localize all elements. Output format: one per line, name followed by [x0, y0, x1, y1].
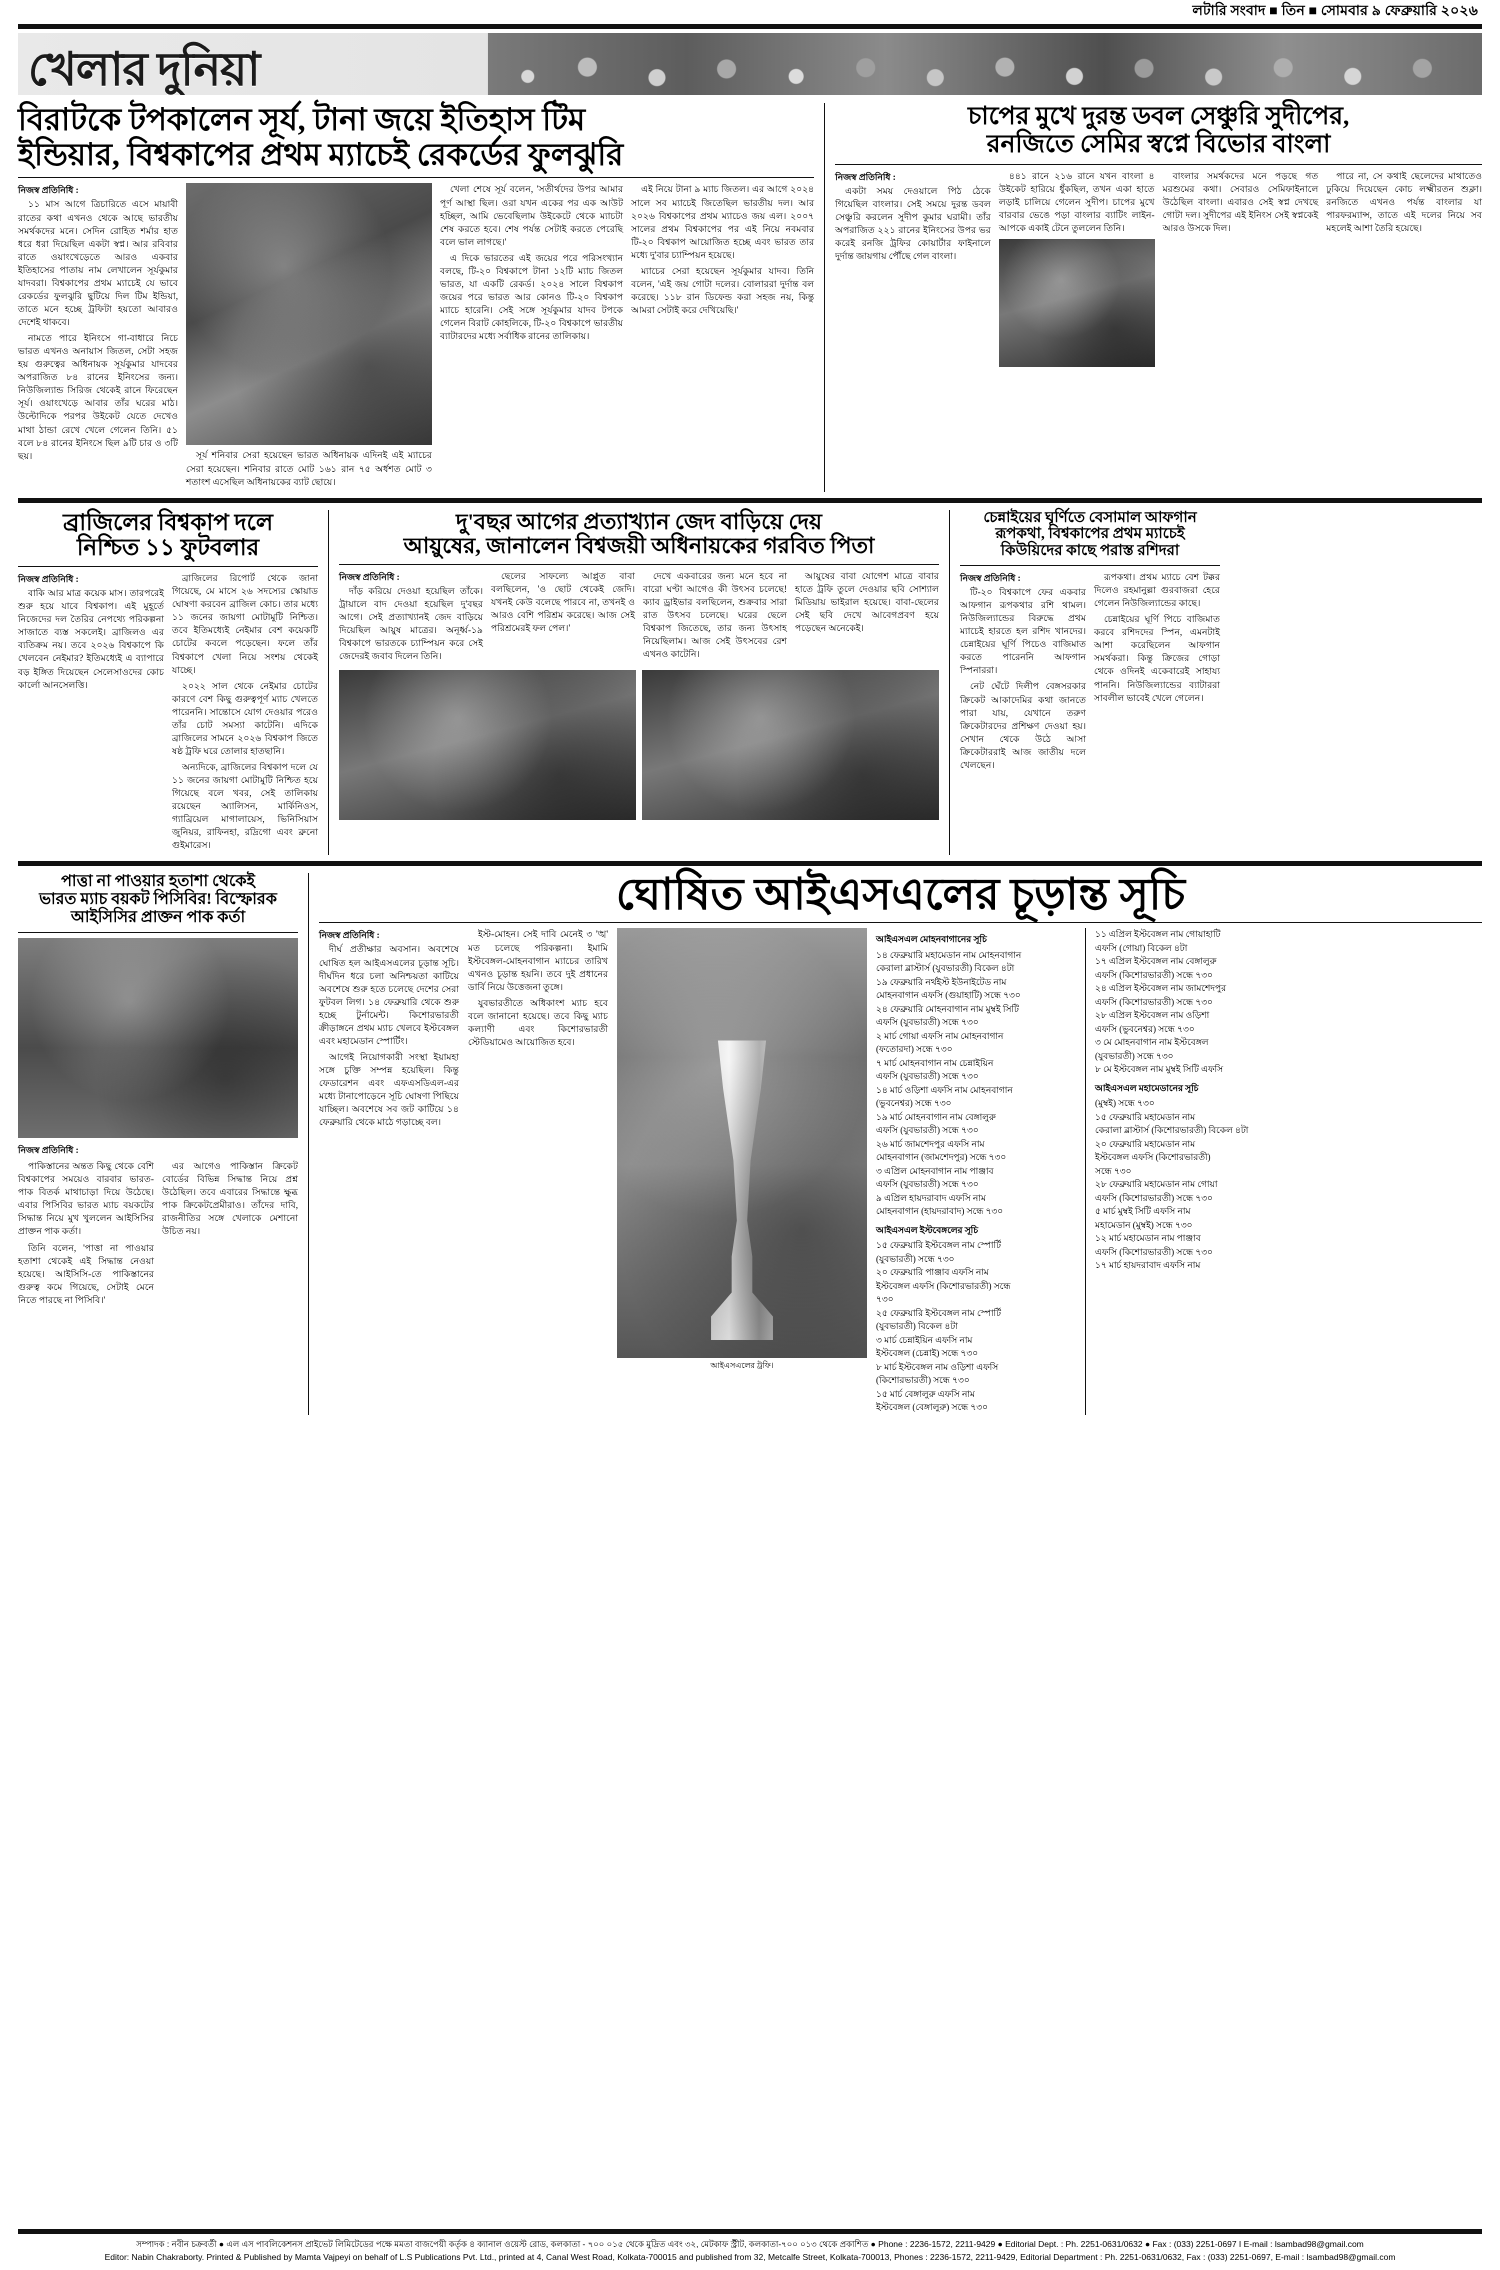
list-item: ২ মার্চ গোয়া এফসি নাম মোহনবাগান [876, 1030, 1004, 1041]
isl-photo-caption: আইএসএলের ট্রফি। [710, 1361, 774, 1371]
list-item: ইস্টবেঙ্গল (চেন্নাই) সন্ধে ৭৩০ [876, 1348, 979, 1359]
list-item: কেরালা ব্লাস্টার্স (যুবভারতী) বিকেল ৪টা [876, 963, 1015, 974]
list-item: ২০ ফেব্রুয়ারি পাঞ্জাব এফসি নাম [876, 1267, 989, 1278]
icc-headline-line3: আইসিসির প্রাক্তন পাক কর্তা [70, 909, 246, 927]
list-item: এফসি (কিশোরভারতী) সন্ধে ৭৩০ [1095, 1192, 1213, 1203]
ayush-col1-text: দাঁড় করিয়ে দেওয়া হয়েছিল তাঁকে। ট্রায়ালে বাদ দেওয়া হয়েছিল দু'বছর আগে। সেই প্রত্যাখ্যানই জেদ বাড়িয়ে দিয়েছিল আয়ুষ মাত্রের। অনূর্ধ্ব-১৯ বিশ্বকাপে ভারতকে চ্যাম্পিয়ন করে সেই জেদেরই জবাব দিলেন তিনি। [339, 585, 483, 662]
icc-col1-text: পাকিস্তানের অন্তত কিছু থেকে বেশি বিশ্বকাপের সময়েও বারবার ভারত-পাক বিতর্ক মাথাচাড়া দিয়ে উঠেছে। এবার পিসিবির ভারত ম্যাচ বয়কটের সিদ্ধান্ত নিয়ে মুখ খুললেন আইসিসির প্রাক্তন পাক কর্তা। তিনি বলেন, 'পাত্তা না পাওয়ার হতাশা থেকেই এই সিদ্ধান্ত নেওয়া হয়েছে। আইসিসি-তে পাকিস্তানের গুরুত্ব কমে গিয়েছে, সেটাই মেনে নিতে পারছে না পিসিবি।' [18, 1161, 154, 1305]
lead-photo-caption: সূর্য শনিবার সেরা হয়েছেন ভারত অধিনায়ক এদিনই এই ম্যাচের সেরা হয়েছেন। শনিবার রাতে মোট ১৬১ রান ৭৫ অর্ধশত মোট ৩ শতাংশ এসেছিল অধিনায়কের ব্যাট ছোয়ে। [186, 450, 432, 487]
ayush-father-photo [339, 670, 636, 820]
masthead-title: খেলার দুনিয়া [28, 44, 260, 95]
list-item: ১২ মার্চ মহামেডান নাম পাঞ্জাব [1095, 1233, 1201, 1244]
isl-fixture-list-ebfc [876, 1239, 1076, 1415]
second-body-columns [835, 170, 1482, 367]
icc-col-1 [18, 1160, 154, 1310]
list-item: ২৮ ফেব্রুয়ারি মহামেডান নাম গোয়া [1095, 1179, 1218, 1190]
list-item: মোহনবাগান এফসি (গুয়াহাটি) সন্ধে ৭৩০ [876, 990, 1021, 1001]
ayush-divider [339, 564, 939, 565]
list-item: ১৫ ফেব্রুয়ারি মহামেডান নাম [1095, 1111, 1196, 1122]
lead-story [18, 103, 814, 492]
ayush-col-4 [795, 570, 939, 666]
isl-col-2 [468, 928, 608, 1415]
list-item: ১৯ ফেব্রুয়ারি নর্থইস্ট ইউনাইটেড নাম [876, 976, 1007, 987]
list-item: ৯ এপ্রিল হায়দরাবাদ এফসি নাম [876, 1192, 986, 1203]
afghan-col-1 [960, 571, 1086, 775]
list-item: এফসি (কিশোরভারতী) সন্ধে ৭৩০ [1095, 969, 1213, 980]
isl-story [308, 870, 1482, 1415]
ayush-headline-line1: দু'বছর আগের প্রত্যাখ্যান জেদ বাড়িয়ে দেয় [456, 508, 822, 534]
list-item: ১৪ মার্চ ওড়িশা এফসি নাম মোহনবাগান [876, 1084, 1013, 1095]
second-divider [835, 164, 1482, 165]
isl-fixtures-column-b [1085, 928, 1295, 1415]
footer [18, 2229, 1482, 2264]
lead-col1-text: ১১ মাস আগে ত্রিচারিতে এসে মায়াবী রাতের কথা এখনও থেকে আছে ভারতীয় সমর্থকদের মনে। সেদিন রোহিত শর্মার হাত ধরে ধরা দিয়েছিল একটা স্বপ্ন। আর রবিবার রাতে ওয়াংখেড়েতে আরও একবার ইতিহাসের পাতায় নাম লেখালেন সূর্যকুমার যাদবরা। বিশ্বকাপের প্রথম ম্যাচেই যে ভাবে রেকর্ডের ফুলঝুরি ছুটিয়ে দিল টিম ইন্ডিয়া, তাতে মনে হচ্ছে ট্রফিটা হয়তো আবারও দেশেই থাকবে। নামতে পারে ইনিংসে গা-বাধারে নিচে ভারত এখনও অনায়াস জিতল, সেটা সহজ হয় গুরুত্বের অধিনায়ক সূর্যকুমার যাদবের অপরাজিত ৮৪ রানের ইনিংসের জন্য। নিউজিল্যান্ড সিরিজ থেকেই রানে ফিরেছেন সূর্য। ওয়াংখেড়ে আবার তাঁর ঘরের মাঠ। উল্টোদিকে পরপর উইকেট যেতে দেখেও মাথা ঠান্ডা রেখে খেলে গেলেন তিনি। ৫১ বলে ৮৪ রানের ইনিংসে ছিল ৯টি চার ও ৩টি ছয়। [18, 199, 178, 461]
brazil-divider [18, 566, 318, 567]
top-rail [18, 0, 1482, 22]
lead-headline-line1: বিরাটকে টপকালেন সূর্য, টানা জয়ে ইতিহাস টিম [18, 102, 586, 137]
brazil-story [18, 510, 318, 856]
isl-headline: ঘোষিত আইএসএলের চূড়ান্ত সূচি [615, 870, 1186, 920]
section-lead [18, 103, 1482, 492]
ayush-story [328, 510, 939, 856]
icc-byline: নিজস্ব প্রতিনিধি : [18, 1145, 79, 1156]
list-item: ২৪ ফেব্রুয়ারি মোহনবাগান নাম মুম্বই সিটি [876, 1003, 1019, 1014]
lead-col-2 [440, 183, 623, 491]
second-col4-text: পারে না, সে কথাই ছেলেদের মাথাতেও ঢুকিয়ে দিয়েছেন কোচ লক্ষ্মীরতন শুক্লা। রনজিতে এখনও পর্যন্ত বাংলার যা পারফরম্যান্স, তাতে এই দলের নিয়ে সব মহলেই আশা তৈরি হয়েছে। [1326, 171, 1483, 234]
list-item: কেরালা ব্লাস্টার্স (কিশোরভারতী) বিকেল ৪টা [1095, 1125, 1249, 1136]
lead-body-columns [18, 183, 814, 491]
brazil-col2-text: ব্রাজিলের রিপোর্ট থেকে জানা গিয়েছে, মে মাসে ২৬ সদস্যের স্কোয়াড ঘোষণা করবেন ব্রাজিল কোচ। তার মধ্যে ১১ জনের জায়গা মোটামুটি নিশ্চিত। তবে ইতিমধ্যেই নেইমার বেশ কয়েকটি চোটের কবলে পড়েছেন। ফলে তাঁর বিশ্বকাপে খেলা নিয়ে সংশয় থেকেই যাচ্ছে। ২০২২ সাল থেকে নেইমার চোটের কারণে বেশ কিছু গুরুত্বপূর্ণ ম্যাচ খেলতে পারেননি। সান্তোসে যোগ দেওয়ার পরেও তাঁর চোট সমস্যা কাটেনি। এদিকে ব্রাজিলের সামনে ২০২৬ বিশ্বকাপ জিতে ষষ্ঠ ট্রফি ঘরে তোলার হাতছানি। অন্যদিকে, ব্রাজিলের বিশ্বকাপ দলে যে ১১ জনের জায়গা মোটামুটি নিশ্চিত হয়ে গিয়েছে বলে খবর, সেই তালিকায় রয়েছেন অ্যালিসন, মার্কিনিওস, গ্যাব্রিয়েল মাগালায়েস, ভিনিসিয়াস জুনিয়র, রাফিনহা, রদ্রিগো এবং ব্রুনো গুইমারেস। [172, 573, 318, 851]
top-rule [18, 24, 1482, 29]
isl-divider [319, 922, 1482, 923]
brazil-col1-text: বাকি আর মাত্র কয়েক মাস। তারপরেই শুরু হয়ে যাবে বিশ্বকাপ। এই মুহূর্তে নিজেদের দল তৈরির নেপথ্যে পরিকল্পনা সাজাতে ব্যস্ত সকলেই। ব্রাজিলও এর ব্যতিক্রম নয়। তবে ২০২৬ বিশ্বকাপে কি খেলবেন নেইমার? ইতিমধ্যেই এ ব্যাপারে বড় ইঙ্গিত দিয়েছেন সেলেসাওদের কোচ কার্লো আনসেলত্তি। [18, 588, 164, 690]
afghan-headline-line2: রূপকথা, বিশ্বকাপের প্রথম ম্যাচেই [995, 526, 1185, 543]
brazil-col-1 [18, 572, 164, 855]
ayush-col-2 [491, 570, 635, 666]
brazil-headline-line2: নিশ্চিত ১১ ফুটবলার [76, 535, 260, 561]
ayush-col4-text: আয়ুষের বাবা যোগেশ মাত্রে বাবার হাতে ট্রফি তুলে দেওয়ার ছবি সোশ্যাল মিডিয়ায় ভাইরাল হয়েছে। বাবা-ছেলের সেই ছবি দেখে আবেগপ্রবণ হয়ে পড়েছেন অনেকেই। [795, 570, 939, 634]
isl-fixtures-column-a [876, 928, 1076, 1415]
icc-story [18, 873, 298, 1415]
ayush-col3-text: দেখে একবারের জন্য মনে হবে না বারো ঘণ্টা আগেও কী উৎসব চলেছে! ক্যাব ড্রাইভার বলছিলেন, শুক্রবার সারা রাত উৎসব চলেছে। ঘরের ছেলে বিশ্বকাপ জিতেছে, তার জন্য উৎসাহ নিয়েছিলাম। আজ সেই উৎসবের রেশ এখনও কাটেনি। [643, 570, 787, 660]
brazil-headline-line1: ব্রাজিলের বিশ্বকাপ দলে [62, 509, 274, 535]
list-item: ২৮ এপ্রিল ইস্টবেঙ্গল নাম ওড়িশা [1095, 1010, 1210, 1021]
list-item: ১১ এপ্রিল ইস্টবেঙ্গল নাম গোয়াহাটি [1095, 929, 1221, 940]
ayush-byline: নিজস্ব প্রতিনিধি : [339, 571, 400, 582]
list-item: ১৫ ফেব্রুয়ারি ইস্টবেঙ্গল নাম স্পোর্টি [876, 1240, 1002, 1251]
icc-columns [18, 1160, 298, 1310]
list-item: ইস্টবেঙ্গল (বেঙ্গালুরু) সন্ধে ৭৩০ [876, 1402, 988, 1413]
second-col2-text: ৪৪১ রানে ২১৬ রানে যখন বাংলা ৪ উইকেট হারিয়ে ধুঁকছিল, তখন একা হাতে লড়াই চালিয়ে গেলেন সুদীপ। চাপের মুখে বারবার ভেঙে পড়া বাংলার ব্যাটিং লাইন-আপকে একাই টেনে তুললেন তিনি। [998, 171, 1155, 234]
ayush-columns [339, 570, 939, 666]
list-item: ৮ মার্চ ইস্টবেঙ্গল নাম ওড়িশা এফসি [876, 1361, 999, 1372]
list-item: ১৪ ফেব্রুয়ারি মহামেডান নাম মোহনবাগান [876, 949, 1022, 960]
brazil-byline: নিজস্ব প্রতিনিধি : [18, 574, 79, 585]
isl-photo-block [617, 928, 867, 1415]
list-item: (ফতোরদা) সন্ধে ৭৩০ [876, 1044, 953, 1055]
afghan-byline: নিজস্ব প্রতিনিধি : [960, 573, 1021, 584]
ayush-col-1 [339, 570, 483, 666]
second-headline-line2: রনজিতে সেমির স্বপ্নে বিভোর বাংলা [986, 131, 1331, 158]
afghan-headline-line3: কিউয়িদের কাছে পরাস্ত রশিদরা [1000, 543, 1180, 560]
list-item: ৫ মার্চ মুম্বই সিটি এফসি নাম [1095, 1206, 1191, 1217]
afghan-divider [960, 565, 1220, 566]
list-item: এফসি (যুবভারতী) সন্ধে ৭৩০ [876, 1125, 979, 1136]
afghan-col-2 [1094, 571, 1220, 775]
icc-col-2 [162, 1160, 298, 1310]
masthead-banner [18, 33, 1482, 95]
list-item: এফসি (গোয়া) বিকেল ৪টা [1095, 942, 1188, 953]
afghan-col2-text: রূপকথা। প্রথম ম্যাচে বেশ টক্কর দিলেও রহমানুল্লা গুরবাজরা হেরে গেলেন নিউজিল্যান্ডের কাছে। চেন্নাইয়ের ঘূর্ণি পিচে বাজিমাত করবে রশিদদের স্পিন, এমনটাই আশা করেছিলেন আফগান সমর্থকরা। কিন্তু ক্রিজের গোড়া থেকে ওদিনই একেবারেই সাহায্য পাননি। নিউজিল্যান্ডের ব্যাটাররা সাবলীল ভাবেই খেলে গেলেন। [1094, 572, 1220, 703]
list-item: ১৭ মার্চ হায়দরাবাদ এফসি নাম [1095, 1260, 1201, 1271]
icc-photo [18, 938, 298, 1138]
ayush-headline-line2: আয়ুষের, জানালেন বিশ্বজয়ী অধিনায়কের গরবিত পিতা [403, 533, 875, 559]
lead-col2-text: খেলা শেষে সূর্য বলেন, 'সতীর্থদের উপর আমার পূর্ণ আস্থা ছিল। ওরা যখন একের পর এক আউট হচ্ছিল, আমি ভেবেছিলাম উইকেটে থেকে ম্যাচটা শেষ করতে হবে। শেষ পর্যন্ত সেটাই করতে পেরেছি বলে ভাল লাগছে।' এ দিকে ভারতের এই জয়ের পরে পরিসংখ্যান বলছে, টি-২০ বিশ্বকাপে টানা ১২টি ম্যাচ জিতল ভারত, যা একটি রেকর্ড। ২০২৪ সালে বিশ্বকাপ জয়ের পরে ভারত আর কোনও টি-২০ বিশ্বকাপ ম্যাচে হারেনি। সেই সঙ্গে সূর্যকুমার যাদব টপকে গেলেন বিরাট কোহলিকে, টি-২০ বিশ্বকাপে ভারতীয় ব্যাটারদের মধ্যে সর্বাধিক রানের তালিকায়। [440, 184, 624, 342]
icc-headline-line2: ভারত ম্যাচ বয়কট পিসিবির! বিস্ফোরক [39, 891, 277, 909]
list-item: এফসি (ভুবনেশ্বর) সন্ধে ৭৩০ [1095, 1023, 1195, 1034]
isl-col-1 [319, 928, 459, 1415]
second-byline: নিজস্ব প্রতিনিধি : [835, 172, 896, 182]
isl-fixture-list-cont [1095, 928, 1295, 1077]
isl-columns [319, 928, 1482, 1415]
list-item: এফসি (কিশোরভারতী) সন্ধে ৭৩০ [1095, 1246, 1213, 1257]
ayush-player-photo [642, 670, 939, 820]
lead-headline-line2: ইন্ডিয়ার, বিশ্বকাপের প্রথম ম্যাচেই রেকর্ডের ফুলঝুরি [18, 136, 624, 172]
list-item: এফসি (যুবভারতী) সন্ধে ৭৩০ [876, 1017, 979, 1028]
list-item: ২০ ফেব্রুয়ারি মহামেডান নাম [1095, 1138, 1196, 1149]
list-item: এফসি (কিশোরভারতী) সন্ধে ৭৩০ [1095, 996, 1213, 1007]
isl-fixture-list-mbsg [876, 949, 1076, 1219]
afghan-headline-line1: চেন্নাইয়ের ঘূর্ণিতে বেসামাল আফগান [983, 509, 1197, 526]
lead-divider [18, 177, 814, 178]
footer-rule [18, 2229, 1482, 2234]
list-item: ২৪ এপ্রিল ইস্টবেঙ্গল নাম জামশেদপুর [1095, 983, 1227, 994]
lead-photo [186, 183, 432, 445]
brazil-col-2 [172, 572, 318, 855]
afghan-col1-text: টি-২০ বিশ্বকাপে ফের একবার আফগান রূপকথার রশি থামল। নিউজিল্যান্ডের বিরুদ্ধে প্রথম ম্যাচেই হারতে হল রশিদ খানদের। চেন্নাইয়ের ঘূর্ণি পিচেও বাজিমাত করতে পারেননি আফগান স্পিনাররা। নেট ঘেঁটে দিলীপ বেঙ্গসরকার ক্রিকেট আকাদেমির কথা জানতে পারা যায়, যেখানে তরুণ ক্রিকেটারদের প্রশিক্ষণ দেওয়া হয়। সেখান থেকে উঠে আসা ক্রিকেটাররাই আজ জাতীয় দলে খেলছেন। [960, 587, 1086, 770]
dateline: লটারি সংবাদ ■ তিন ■ সোমবার ৯ ফেব্রুয়ারি ২০২৬ [1192, 4, 1478, 19]
icc-col2-text: এর আগেও পাকিস্তান ক্রিকেট বোর্ডের বিভিন্ন সিদ্ধান্ত নিয়ে প্রশ্ন উঠেছিল। তবে এবারের সিদ্ধান্তে ক্ষুব্ধ পাক ক্রিকেটপ্রেমীরাও। তাঁদের দাবি, রাজনীতির সঙ্গে খেলাকে মেশানো উচিত নয়। [162, 1161, 298, 1237]
second-col-2 [999, 170, 1155, 367]
list-item: ৭৩০ [876, 1294, 894, 1305]
list-item: মোহনবাগান (জামশেদপুর) সন্ধে ৭৩০ [876, 1152, 1007, 1163]
lead-col-3 [631, 183, 814, 491]
isl-col2-text: ইস্ট-মোহন। সেই দাবি মেনেই ৩ 'ঙ্খ' মত চলেছে পরিকল্পনা। ইমামি ইস্টবেঙ্গল-মোহনবাগান ম্যাচের তারিখ এখনও চূড়ান্ত হয়নি। তবে দুই প্রধানের ডার্বি নিয়ে উত্তেজনা তুঙ্গে। যুবভারতীতে অধিকাংশ ম্যাচ হবে বলে জানানো হয়েছে। তবে কিছু ম্যাচ কল্যাণী এবং কিশোরভারতী স্টেডিয়ামেও আয়োজিত হবে। [468, 929, 608, 1047]
list-item: ২৫ ফেব্রুয়ারি ইস্টবেঙ্গল নাম স্পোর্টি [876, 1307, 1002, 1318]
isl-group-header-mbsg: আইএসএল মোহনবাগানের সূচি [876, 934, 987, 945]
list-item: ৮ মে ইস্টবেঙ্গল নাম মুম্বই সিটি এফসি [1095, 1064, 1224, 1075]
section-rule-1 [18, 498, 1482, 503]
ayush-col-3 [643, 570, 787, 666]
isl-byline: নিজস্ব প্রতিনিধি : [319, 930, 380, 941]
list-item: ১৫ মার্চ বেঙ্গালুরু এফসি নাম [876, 1388, 975, 1399]
second-story [824, 103, 1482, 492]
isl-fixture-list-mdsc [1095, 1097, 1295, 1273]
ayush-photo-row [339, 670, 939, 820]
list-item: ৭ মার্চ মোহনবাগান নাম চেন্নাইয়িন [876, 1057, 994, 1068]
isl-col1-text: দীর্ঘ প্রতীক্ষার অবসান। অবশেষে ঘোষিত হল আইএসএলের চূড়ান্ত সূচি। দীর্ঘদিন ধরে চলা অনিশ্চয়তা কাটিয়ে অবশেষে শুরু হতে চলেছে দেশের সেরা ফুটবল লিগ। ১৪ ফেব্রুয়ারি থেকে শুরু হচ্ছে টুর্নামেন্ট। কিশোরভারতী ক্রীড়াঙ্গনে প্রথম ম্যাচ খেলবে ইস্টবেঙ্গল এবং মহামেডান স্পোর্টিং। আগেই নিয়োগকারী সংস্থা ইয়ামহা সঙ্গে চুক্তি সম্পন্ন হয়েছিল। কিন্তু ফেডারেশন এবং এফএসডিএল-এর মধ্যে টানাপোড়েনে সূচি ঘোষণা পিছিয়ে যাচ্ছিল। অবশেষে সব জট কাটিয়ে ১৪ ফেব্রুয়ারি থেকে মাঠে গড়াচ্ছে বল। [319, 944, 459, 1128]
lead-col-1 [18, 183, 178, 491]
masthead-photo-strip [488, 33, 1482, 95]
second-col-3 [1163, 170, 1319, 367]
list-item: মোহনবাগান (হায়দরাবাদ) সন্ধে ৭৩০ [876, 1206, 1004, 1217]
list-item: (মুম্বই) সন্ধে ৭৩০ [1095, 1098, 1155, 1109]
afghan-story [949, 510, 1220, 856]
isl-trophy-photo [617, 928, 867, 1358]
list-item: ৩ এপ্রিল মোহনবাগান নাম পাঞ্জাব [876, 1165, 994, 1176]
list-item: (যুবভারতী) সন্ধে ৭৩০ [876, 1253, 955, 1264]
list-item: (যুবভারতী) সন্ধে ৭৩০ [1095, 1050, 1174, 1061]
second-photo [999, 239, 1155, 367]
brazil-columns [18, 572, 318, 855]
section-bottom [18, 870, 1482, 1415]
list-item: এফসি (যুবভারতী) সন্ধে ৭৩০ [876, 1071, 979, 1082]
isl-group-header-mdsc: আইএসএল মহামেডানের সূচি [1095, 1082, 1199, 1093]
lead-col3-text: এই নিয়ে টানা ৯ ম্যাচ জিতল। এর আগে ২০২৪ সালে সব ম্যাচেই জিতেছিল ভারতীয় দল। আর ২০২৬ বিশ্বকাপের প্রথম ম্যাচেও জয় এল। ২০০৭ সালের প্রথম বিশ্বকাপের পর এই নিয়ে নবমবার টি-২০ বিশ্বকাপ আয়োজিত হচ্ছে এবং ভারত তার মধ্যে দু'বার চ্যাম্পিয়ন হয়েছে। ম্যাচের সেরা হয়েছেন সূর্যকুমার যাদব। তিনি বলেন, 'এই জয় গোটা দলের। বোলাররা দুর্দান্ত বল করেছে। ১১৮ রান ডিফেন্ড করা সহজ নয়, কিন্তু আমরা সেটাই করে দেখিয়েছি।' [631, 184, 815, 315]
list-item: ১৯ মার্চ মোহনবাগান নাম বেঙ্গালুরু [876, 1111, 996, 1122]
second-col1-text: একটা সময় দেওয়ালে পিঠ ঠেকে গিয়েছিল বাংলার। সেই সময়ে দুরন্ত ডবল সেঞ্চুরি করলেন সুদীপ কুমার ঘরামী। তাঁর অপরাজিত ২২১ রানের ইনিংসের উপর ভর করেই রনজি ট্রফির কোয়ার্টার ফাইনালে দুর্দান্ত জায়গায় পৌঁছে গেল বাংলা। [835, 186, 991, 262]
section-rule-2 [18, 861, 1482, 866]
lead-byline: নিজস্ব প্রতিনিধি : [18, 185, 79, 196]
footer-imprint-english: Editor: Nabin Chakraborty. Printed & Published by Mamta Vajpeyi on behalf of L.S Publications Pvt. Ltd., printed at 4, Canal West Road, Kolkata-700015 and published from 32, Metcalfe Street, Kolkata-700013, Phones : 2236-1572, 2211-9429, Editorial Department : Ph. 2251-0631/0632, Fax : (033) 2251-0697, E-mail : lsambad98@gmail.com [104, 2251, 1396, 2262]
isl-group-header-ebfc: আইএসএল ইস্টবেঙ্গলের সূচি [876, 1224, 979, 1235]
list-item: ২৬ মার্চ জামশেদপুর এফসি নাম [876, 1138, 985, 1149]
list-item: (কিশোরভারতী) সন্ধে ৭৩০ [876, 1375, 970, 1386]
afghan-columns [960, 571, 1220, 775]
list-item: ইস্টবেঙ্গল এফসি (কিশোরভারতী) সন্ধে [876, 1280, 1011, 1291]
icc-divider [18, 932, 298, 933]
icc-headline-line1: পাত্তা না পাওয়ার হতাশা থেকেই [61, 873, 255, 891]
ayush-col2-text: ছেলের সাফল্যে আপ্লুত বাবা বলছিলেন, 'ও ছোট থেকেই জেদি। যখনই কেউ বলেছে পারবে না, তখনই ও আরও বেশি পরিশ্রম করেছে। আজ সেই পরিশ্রমেরই ফল পেল।' [491, 570, 635, 634]
second-headline-line1: চাপের মুখে দুরন্ত ডবল সেঞ্চুরি সুদীপের, [967, 103, 1350, 130]
second-col3-text: বাংলার সমর্থকদের মনে পড়ছে গত মরশুমের কথা। সেবারও সেমিফাইনালে উঠেছিল বাংলা। এবারও সেই স্বপ্ন দেখছে গোটা দল। সুদীপের এই ইনিংস সেই স্বপ্নকেই আরও উসকে দিল। [1162, 171, 1319, 234]
list-item: এফসি (যুবভারতী) সন্ধে ৭৩০ [876, 1179, 979, 1190]
trophy-shape [699, 1040, 785, 1340]
list-item: মহামেডান (মুম্বই) সন্ধে ৭৩০ [1095, 1219, 1193, 1230]
footer-imprint-bengali: সম্পাদক : নবীন চক্রবর্তী ● এল এস পাবলিকেশনস প্রাইভেট লিমিটেডের পক্ষে মমতা বাজপেয়ী কর্তৃক ৪ ক্যানাল ওয়েস্ট রোড, কলকাতা - ৭০০ ০১৫ থেকে মুদ্রিত এবং ৩২, মেটকাফ স্ট্রীট, কলকাতা-৭০০ ০১৩ থেকে প্রকাশিত ● Phone : 2236-1572, 2211-9429 ● Editorial Dept. : Ph. 2251-0631/0632 ● Fax : (033) 2251-0697 I E-mail : lsambad98@gmail.com [136, 2238, 1364, 2249]
second-col-1 [835, 170, 991, 367]
list-item: ৩ মে মোহনবাগান নাম ইস্টবেঙ্গল [1095, 1037, 1209, 1048]
list-item: (যুবভারতী) বিকেল ৪টা [876, 1321, 958, 1332]
list-item: ৩ মার্চ চেন্নাইয়িন এফসি নাম [876, 1334, 973, 1345]
list-item: (ভুবনেশ্বর) সন্ধে ৭৩০ [876, 1098, 952, 1109]
list-item: সন্ধে ৭৩০ [1095, 1165, 1132, 1176]
lead-photo-block [186, 183, 432, 491]
second-col-4 [1326, 170, 1482, 367]
section-three-stories [18, 510, 1482, 856]
list-item: ১৭ এপ্রিল ইস্টবেঙ্গল নাম বেঙ্গালুরু [1095, 956, 1217, 967]
list-item: ইস্টবেঙ্গল এফসি (কিশোরভারতী) [1095, 1152, 1211, 1163]
